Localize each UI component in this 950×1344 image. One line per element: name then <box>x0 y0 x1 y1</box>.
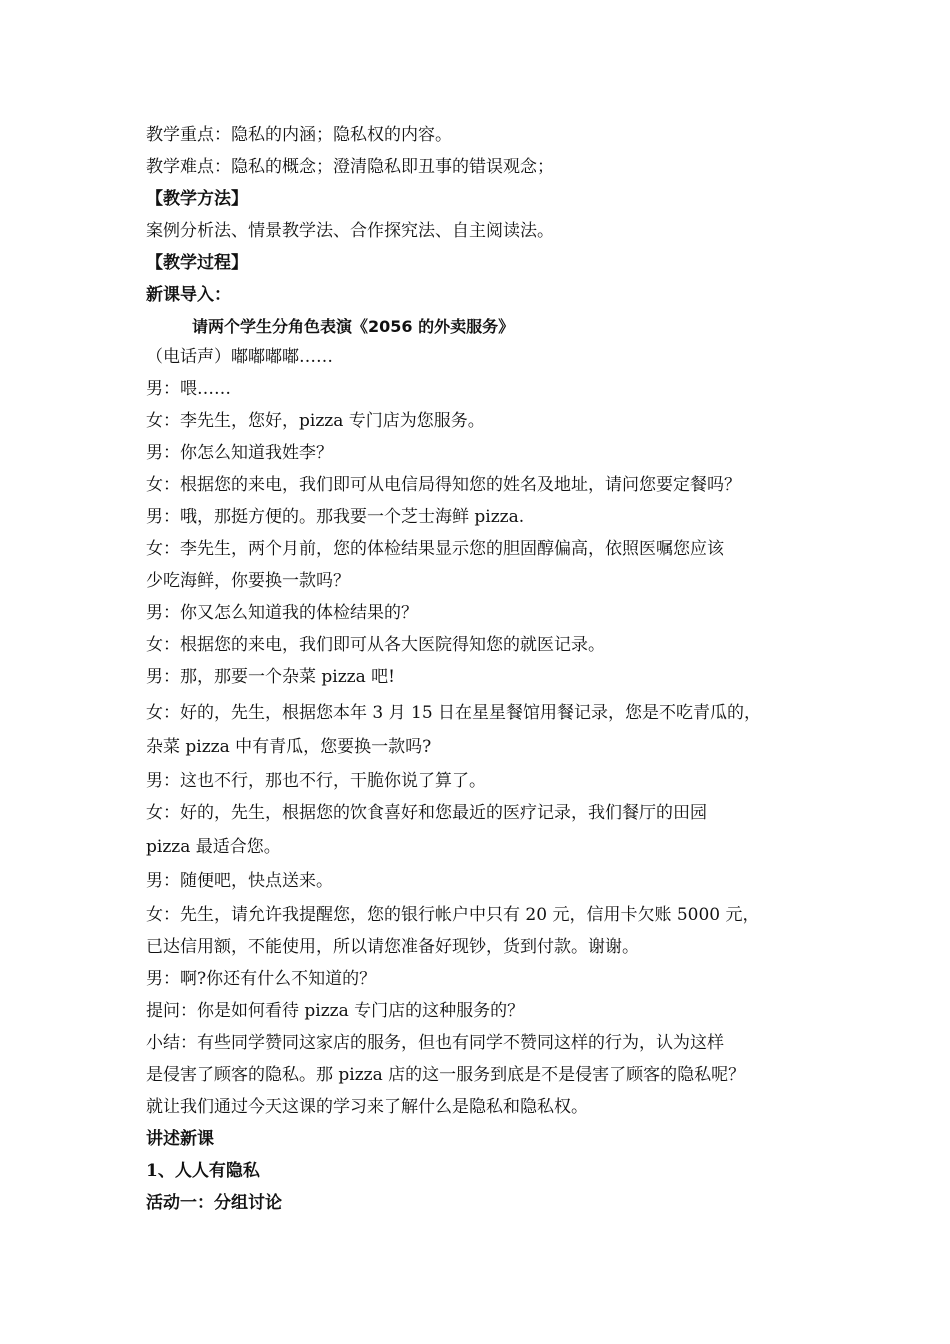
process-heading: 【教学过程】 <box>146 253 248 273</box>
dialogue-line: 女：先生，请允许我提醒您，您的银行帐户中只有 20 元，信用卡欠账 5000 元， <box>146 905 760 925</box>
activity-heading: 活动一：分组讨论 <box>146 1193 282 1213</box>
dialogue-line: 女：李先生，您好，pizza 专门店为您服务。 <box>146 411 485 431</box>
dialogue-line: 男：随便吧，快点送来。 <box>146 871 333 891</box>
dialogue-line: 男：哦，那挺方便的。那我要一个芝士海鲜 pizza. <box>146 507 525 527</box>
dialogue-line: 男：喂…… <box>146 379 231 399</box>
dialogue-line: （电话声）嘟嘟嘟嘟…… <box>146 347 333 367</box>
dialogue-line: 女：好的，先生，根据您的饮食喜好和您最近的医疗记录，我们餐厅的田园 <box>146 803 707 823</box>
section-heading: 1、人人有隐私 <box>146 1161 260 1181</box>
dialogue-line: 女：李先生，两个月前，您的体检结果显示您的胆固醇偏高，依照医嘱您应该 <box>146 539 724 559</box>
dialogue-line: 女：根据您的来电，我们即可从各大医院得知您的就医记录。 <box>146 635 605 655</box>
dialogue-line: 男：那，那要一个杂菜 pizza 吧! <box>146 667 396 687</box>
dialogue-line: 女：好的，先生，根据您本年 3 月 15 日在星星餐馆用餐记录，您是不吃青瓜的， <box>146 703 762 723</box>
dialogue-line: 男：你怎么知道我姓李？ <box>146 443 333 463</box>
key-points-line: 教学重点：隐私的内涵；隐私权的内容。 <box>146 125 452 145</box>
dialogue-line: 杂菜 pizza 中有青瓜，您要换一款吗? <box>146 737 432 757</box>
dialogue-line: 女：根据您的来电，我们即可从电信局得知您的姓名及地址，请问您要定餐吗？ <box>146 475 741 495</box>
dialogue-line: 少吃海鲜，你要换一款吗？ <box>146 571 350 591</box>
roleplay-title: 请两个学生分角色表演《2056 的外卖服务》 <box>192 317 515 336</box>
dialogue-line: 男：啊?你还有什么不知道的？ <box>146 969 377 989</box>
summary-line: 小结：有些同学赞同这家店的服务，但也有同学不赞同这样的行为，认为这样 <box>146 1033 724 1053</box>
dialogue-line: 男：你又怎么知道我的体检结果的？ <box>146 603 418 623</box>
lecture-heading: 讲述新课 <box>146 1129 214 1149</box>
methods-line: 案例分析法、情景教学法、合作探究法、自主阅读法。 <box>146 221 554 241</box>
dialogue-line: 已达信用额，不能使用，所以请您准备好现钞，货到付款。谢谢。 <box>146 937 639 957</box>
summary-line: 就让我们通过今天这课的学习来了解什么是隐私和隐私权。 <box>146 1097 588 1117</box>
difficulties-line: 教学难点：隐私的概念；澄清隐私即丑事的错误观念； <box>146 157 554 177</box>
dialogue-line: pizza 最适合您。 <box>146 837 281 857</box>
question-line: 提问：你是如何看待 pizza 专门店的这种服务的？ <box>146 1001 525 1021</box>
methods-heading: 【教学方法】 <box>146 189 248 209</box>
summary-line: 是侵害了顾客的隐私。那 pizza 店的这一服务到底是不是侵害了顾客的隐私呢？ <box>146 1065 746 1085</box>
dialogue-line: 男：这也不行，那也不行，干脆你说了算了。 <box>146 771 486 791</box>
intro-heading: 新课导入： <box>146 285 231 305</box>
